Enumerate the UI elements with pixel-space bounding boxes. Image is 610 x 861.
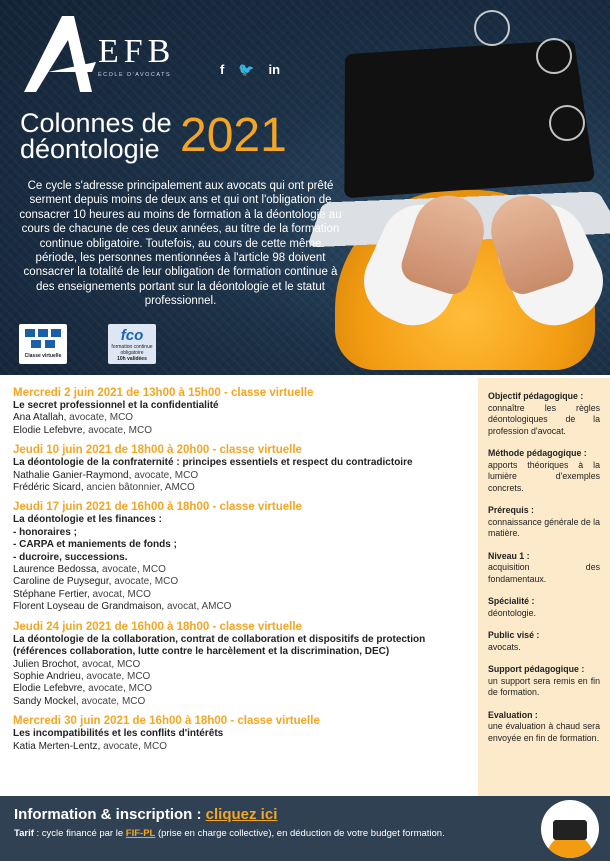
twitter-icon[interactable]: 🐦 bbox=[238, 62, 255, 77]
speaker-name: Sandy Mockel bbox=[13, 695, 76, 707]
speaker-role: avocate, MCO bbox=[88, 683, 152, 695]
linkedin-icon[interactable]: in bbox=[268, 62, 281, 77]
side-info-text: connaître les règles déontologiques de la profession d'avocat. bbox=[488, 402, 600, 436]
side-info-label: Public visé : bbox=[488, 630, 540, 640]
side-info-text: avocats. bbox=[488, 641, 521, 652]
speaker: Caroline de Puysegur, avocate, MCO bbox=[13, 576, 179, 588]
speaker: Laurence Bedossa, avocate, MCO bbox=[13, 564, 166, 576]
session-title: - honoraires ; bbox=[13, 526, 77, 538]
speaker-name: Ana Atallah bbox=[13, 412, 64, 424]
social-links bbox=[220, 62, 280, 78]
side-info-text: déontologie. bbox=[488, 607, 536, 618]
session-item bbox=[13, 620, 471, 708]
info-line: Information & inscription : cliquez ici bbox=[14, 806, 278, 823]
facebook-icon[interactable]: f bbox=[220, 62, 225, 77]
side-info-text: connaissance générale de la matière. bbox=[488, 516, 600, 538]
speaker-name: Florent Loyseau de Grandmaison bbox=[13, 601, 162, 613]
virtual-class-icon bbox=[23, 327, 63, 351]
logo-text: EFB bbox=[98, 33, 176, 70]
session-date: Jeudi 10 juin 2021 de 18h00 à 20h00 - classe virtuelle bbox=[13, 444, 302, 457]
speaker-name: Laurence Bedossa bbox=[13, 564, 97, 576]
session-title: (références collaboration, lutte contre le harcèlement et la discrimination, DEC) bbox=[13, 646, 390, 658]
side-info-text: acquisition des fondamentaux. bbox=[488, 562, 600, 584]
sessions-list bbox=[13, 386, 471, 759]
session-title: La déontologie et les finances : bbox=[13, 514, 162, 526]
gavel-document-icon bbox=[549, 105, 585, 141]
session-item bbox=[13, 500, 471, 613]
info-sidebar bbox=[478, 378, 610, 796]
side-info-item bbox=[488, 710, 600, 745]
side-info-item bbox=[488, 391, 600, 437]
speaker-role: avocat, AMCO bbox=[166, 601, 232, 613]
session-title: La déontologie de la confraternité : principes essentiels et respect du contradictoire bbox=[13, 457, 413, 469]
side-info-item bbox=[488, 596, 600, 619]
speaker-role: avocat, MCO bbox=[81, 658, 141, 670]
books-icon bbox=[474, 10, 510, 46]
side-info-label: Objectif pédagogique : bbox=[488, 391, 584, 401]
side-info-label: Support pédagogique : bbox=[488, 664, 585, 674]
speaker-name: Elodie Lefebvre bbox=[13, 683, 83, 695]
speaker: Sandy Mockel, avocate, MCO bbox=[13, 695, 146, 707]
side-info-label: Evaluation : bbox=[488, 709, 538, 720]
logo-subtitle: ÉCOLE D'AVOCATS bbox=[98, 72, 172, 78]
side-info-label: Méthode pédagogique : bbox=[488, 448, 587, 458]
session-item bbox=[13, 443, 471, 494]
footer-laptop-image bbox=[541, 800, 599, 858]
speaker-name: Elodie Lefebvre bbox=[13, 424, 83, 436]
fif-pl-link[interactable]: FIF-PL bbox=[125, 828, 156, 839]
scales-icon bbox=[536, 38, 572, 74]
speaker-role: avocate, MCO bbox=[114, 576, 179, 588]
session-item bbox=[13, 714, 471, 753]
speaker-name: Sophie Andrieu bbox=[13, 670, 81, 682]
side-info-item bbox=[488, 664, 600, 699]
speaker-name: Nathalie Ganier-Raymond bbox=[13, 469, 129, 481]
session-title: - ducroire, successions. bbox=[13, 551, 128, 563]
session-date: Jeudi 24 juin 2021 de 16h00 à 18h00 - classe virtuelle bbox=[13, 620, 302, 633]
intro-text: Ce cycle s'adresse principalement aux avocats qui ont prêté serment depuis moins de deux ans et qui ont l'obligation de consacrer 10 heures au moins de formation à la déontologie au cours de chacune de ces deux années, au titre de la formation continue obligatoire. Toutefois, au cours de cette même période, les personnes mentionnées à l'article 98 doivent consacrer la totalité de leur obligation de formation continue à des enseignements portant sur la déontologie et le statut professionnel. bbox=[19, 180, 342, 308]
session-date: Mercredi 2 juin 2021 de 13h00 à 15h00 - classe virtuelle bbox=[13, 387, 314, 399]
speaker-role: avocate, MCO bbox=[69, 412, 134, 424]
session-date: Jeudi 17 juin 2021 de 16h00 à 18h00 - classe virtuelle bbox=[13, 501, 302, 514]
page-title: Colonnes de déontologie bbox=[20, 108, 172, 164]
speaker-name: Katia Merten-Lentz bbox=[13, 740, 98, 752]
side-info-item bbox=[488, 551, 600, 586]
register-link[interactable]: cliquez ici bbox=[205, 806, 278, 823]
session-title: Le secret professionnel et la confidentialité bbox=[13, 400, 219, 411]
session-date: Mercredi 30 juin 2021 de 16h00 à 18h00 - classe virtuelle bbox=[13, 715, 320, 728]
session-item bbox=[13, 386, 471, 437]
side-info-text: un support sera remis en fin de formation. bbox=[488, 675, 600, 697]
speaker: Elodie Lefebvre, avocate, MCO bbox=[13, 424, 152, 436]
session-title: Les incompatibilités et les conflits d'intérêts bbox=[13, 728, 224, 740]
speaker-role: avocate, MCO bbox=[101, 564, 166, 576]
title-year: 2021 bbox=[180, 109, 287, 162]
speaker: Katia Merten-Lentz, avocate, MCO bbox=[13, 740, 167, 752]
side-info-text: apports théoriques à la lumière d'exemples concrets. bbox=[488, 459, 600, 493]
speaker-role: ancien bâtonnier, AMCO bbox=[86, 482, 195, 494]
session-title: - CARPA et maniements de fonds ; bbox=[13, 539, 177, 551]
speaker-role: avocate, MCO bbox=[81, 695, 146, 707]
speaker: Ana Atallah, avocate, MCO bbox=[13, 412, 134, 424]
speaker: Stéphane Fertier, avocat, MCO bbox=[13, 588, 151, 600]
speaker-role: avocate, MCO bbox=[134, 469, 199, 481]
side-info-text: une évaluation à chaud sera envoyée en fin de formation. bbox=[488, 721, 600, 743]
virtual-class-badge: Classe virtuelle bbox=[19, 324, 67, 364]
speaker-name: Frédéric Sicard bbox=[13, 482, 81, 494]
session-title: La déontologie de la collaboration, contrat de collaboration et dispositifs de protection bbox=[13, 633, 426, 645]
speaker: Elodie Lefebvre, avocate, MCO bbox=[13, 683, 152, 695]
side-info-item bbox=[488, 630, 600, 653]
speaker-role: avocate, MCO bbox=[88, 424, 152, 436]
speaker: Frédéric Sicard, ancien bâtonnier, AMCO bbox=[13, 482, 195, 494]
side-info-label: Spécialité : bbox=[488, 596, 535, 606]
speaker: Nathalie Ganier-Raymond, avocate, MCO bbox=[13, 469, 199, 481]
side-info-label: Prérequis : bbox=[488, 505, 534, 515]
side-info-item bbox=[488, 448, 600, 494]
speaker: Julien Brochot, avocat, MCO bbox=[13, 658, 141, 670]
side-info-item bbox=[488, 505, 600, 540]
tarif-line: Tarif : cycle financé par le FIF-PL (prise en charge collective), en déduction de votre budget formation. bbox=[14, 828, 445, 839]
speaker-name: Stéphane Fertier bbox=[13, 588, 87, 600]
speaker: Sophie Andrieu, avocate, MCO bbox=[13, 670, 151, 682]
fco-badge: fco formation continue obligatoire 10h validées bbox=[108, 324, 156, 364]
speaker-name: Julien Brochot bbox=[13, 658, 77, 670]
speaker-role: avocat, MCO bbox=[92, 588, 151, 600]
speaker-name: Caroline de Puysegur bbox=[13, 576, 109, 588]
speaker-role: avocate, MCO bbox=[103, 740, 167, 752]
hero-banner bbox=[0, 0, 610, 375]
speaker: Florent Loyseau de Grandmaison, avocat, AMCO bbox=[13, 601, 232, 613]
side-info-label: Niveau 1 : bbox=[488, 550, 530, 561]
speaker-role: avocate, MCO bbox=[86, 670, 151, 682]
